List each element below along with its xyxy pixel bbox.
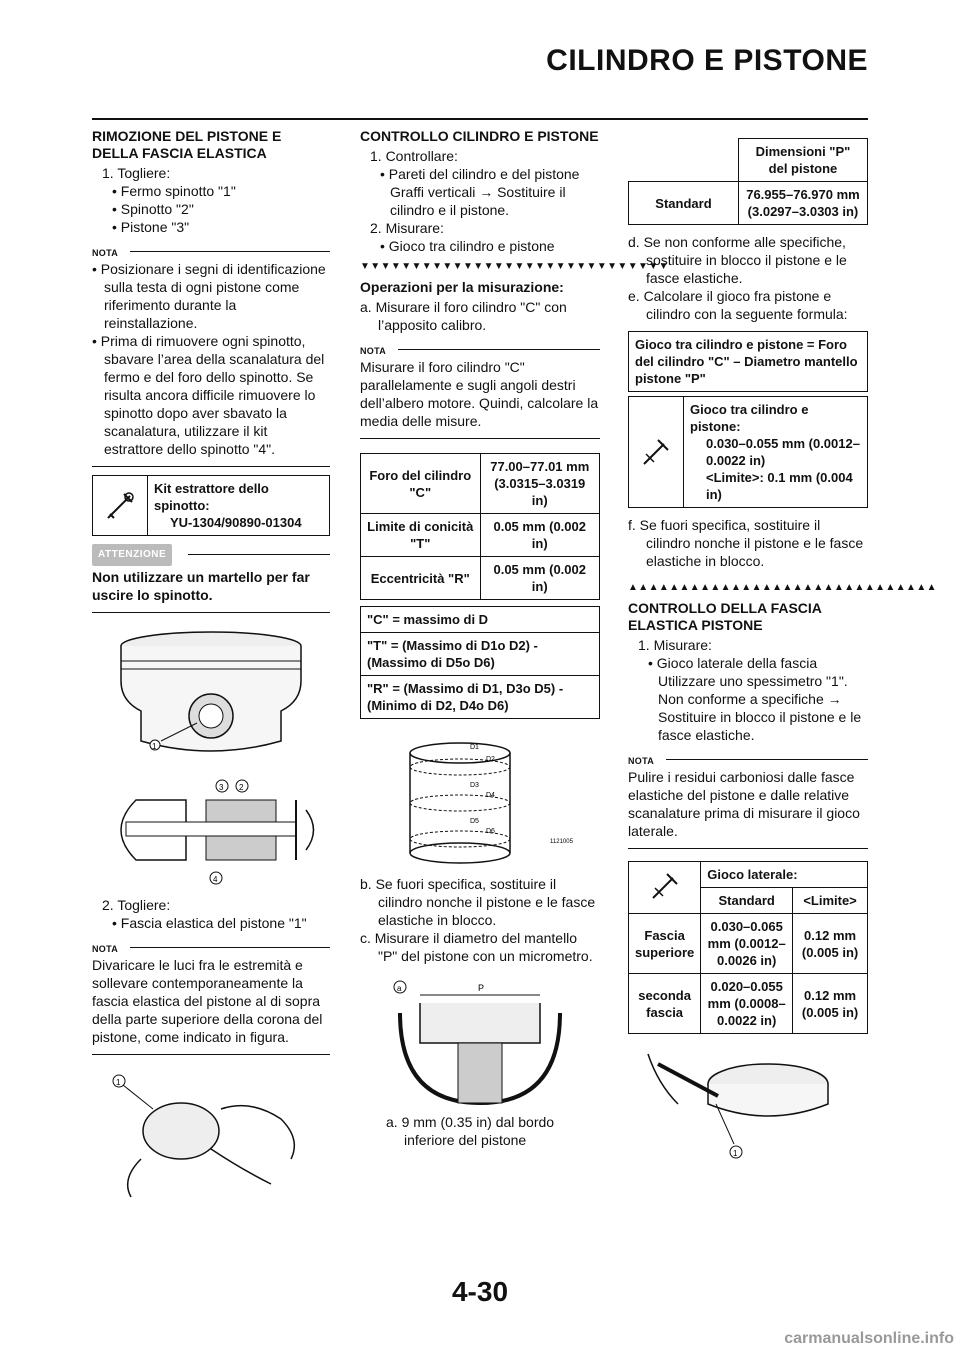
cylinder-spec-table (360, 453, 600, 600)
table-row: Eccentricità "R" 0.05 mm (0.002 in) (361, 557, 600, 600)
procedure-start-marker: ▼▼▼▼▼▼▼▼▼▼▼▼▼▼▼▼▼▼▼▼▼▼▼▼▼▼▼▼▼▼ (360, 261, 669, 272)
spec-limit: <Limite>: 0.1 mm (0.004 in) (706, 470, 853, 502)
svg-text:1: 1 (733, 1149, 738, 1158)
step: b. Se fuori specifica, sostituire il cilindro nonche il pistone e le fasce elastiche in blocco. (360, 876, 596, 928)
tool-name: Kit estrattore dello spinotto: (154, 481, 269, 513)
list-item: • Fermo spinotto "1" (112, 183, 236, 199)
step: 1. Controllare: (370, 148, 458, 164)
table-row: Foro del cilindro "C" 77.00–77.01 mm (3.0315–3.0319 in) (361, 454, 600, 514)
step: 1. Togliere: (102, 165, 171, 181)
svg-text:D2: D2 (486, 756, 495, 763)
spec-title: Gioco tra cilindro e pistone: (690, 402, 809, 434)
piston-ring-figure (101, 1069, 321, 1199)
piston-size-table (628, 138, 868, 225)
procedure-end-marker: ▲▲▲▲▲▲▲▲▲▲▲▲▲▲▲▲▲▲▲▲▲▲▲▲▲▲▲▲▲▲ (628, 582, 937, 593)
svg-text:D6: D6 (486, 828, 495, 835)
step: c. Misurare il diametro del mantello "P" del pistone con un micrometro. (360, 930, 593, 964)
list-item: • Pistone "3" (112, 219, 190, 235)
cylinder-bore-figure (370, 737, 590, 867)
list-item-detail: Utilizzare uno spessimetro "1". (658, 673, 848, 689)
step: d. Se non conforme alle specifiche, sostituire in blocco il pistone e le fasce elastiche. (628, 234, 847, 286)
table-row: Gioco tra cilindro e pistone = Foro del cilindro "C" – Diametro mantello pistone "P" (629, 332, 868, 392)
column-1 (92, 128, 330, 1199)
figure-note: a. 9 mm (0.35 in) dal bordo inferiore del pistone (386, 1114, 555, 1148)
wrench-icon (629, 862, 701, 914)
nota-label: NOTA (92, 246, 330, 258)
spec-range: 0.030–0.055 mm (0.0012–0.0022 in) (706, 436, 860, 468)
list-item-detail: Graffi verticali → Sostituire il cilindro e il pistone. (390, 184, 566, 218)
nota-text: Misurare il foro cilindro "C" parallelamente e sugli angoli destri dell’albero motore. Quindi, calcolare la media delle misure. (360, 359, 599, 429)
step: 2. Misurare: (370, 220, 444, 236)
nota-label: NOTA (628, 754, 868, 766)
piston-figure (101, 621, 321, 766)
svg-text:2: 2 (239, 783, 244, 792)
list-item: • Fascia elastica del pistone "1" (112, 915, 307, 931)
pin-puller-figure (96, 770, 326, 890)
side-clearance-table (628, 861, 868, 1034)
table-row: "C" = massimo di D (361, 607, 600, 633)
table-row: seconda fascia 0.020–0.055 mm (0.0008–0.0022 in) 0.12 mm (0.005 in) (629, 974, 868, 1034)
table-row: "R" = (Massimo di D1, D3o D5) - (Minimo di D2, D4o D6) (361, 676, 600, 719)
step: f. Se fuori specifica, sostituire il cilindro nonche il pistone e le fasce elastiche in blocco. (628, 517, 864, 569)
nota-label: NOTA (92, 942, 330, 954)
page-title: CILINDRO E PISTONE (546, 44, 868, 77)
list-item: • Posizionare i segni di identificazione sulla testa di ogni pistone come riferimento durante la reinstallazione. (92, 261, 326, 331)
header-rule (92, 118, 868, 120)
svg-text:D4: D4 (486, 792, 495, 799)
svg-text:D5: D5 (470, 818, 479, 825)
svg-text:1: 1 (152, 742, 157, 751)
list-item: • Prima di rimuovere ogni spinotto, sbavare l’area della scanalatura del fermo e del foro dello spinotto. Se risulta ancora difficile rimuovere lo spinotto dopo aver sbavato la scanalatura, utilizzare il kit estrattore dello spinotto "4". (92, 333, 325, 457)
procedure-heading: Operazioni per la misurazione: (360, 279, 564, 295)
table-row: Limite di conicità "T" 0.05 mm (0.002 in) (361, 514, 600, 557)
column-2 (360, 128, 669, 1149)
list-item: • Gioco tra cilindro e pistone (380, 238, 555, 254)
step: 2. Togliere: (102, 897, 171, 913)
wrench-icon (629, 397, 684, 507)
table-row: Dimensioni "P" del pistone (629, 139, 868, 182)
footer-watermark: carmanualsonline.info (784, 1330, 954, 1347)
list-item: • Gioco laterale della fascia (648, 655, 818, 671)
tool-code: YU-1304/90890-01304 (170, 515, 302, 530)
step: e. Calcolare il gioco fra pistone e cilindro con la seguente formula: (628, 288, 848, 322)
list-item: • Pareti del cilindro e del pistone (380, 166, 580, 182)
section-heading: RIMOZIONE DEL PISTONE E DELLA FASCIA ELASTICA (92, 128, 282, 161)
attenzione-label: ATTENZIONE (92, 544, 330, 564)
step: a. Misurare il foro cilindro "C" con l’apposito calibro. (360, 299, 567, 333)
table-row: "T" = (Massimo di D1o D2) - (Massimo di D5o D6) (361, 633, 600, 676)
clearance-formula-table (628, 331, 868, 392)
tool-icon (93, 476, 148, 535)
feeler-gauge-figure (638, 1044, 858, 1164)
spec-box (628, 396, 868, 508)
table-row: Gioco laterale: (629, 862, 868, 888)
svg-text:a: a (397, 984, 402, 993)
section-heading: CONTROLLO DELLA FASCIA ELASTICA PISTONE (628, 600, 822, 633)
section-heading: CONTROLLO CILINDRO E PISTONE (360, 128, 599, 144)
svg-text:1121005: 1121005 (550, 839, 573, 845)
table-row: Standard <Limite> (629, 888, 868, 914)
nota-text: Divaricare le luci fra le estremità e sollevare contemporaneamente la fascia elastica del pistone al di sopra della parte superiore della corona del pistone, come indicato in figura. (92, 957, 323, 1045)
svg-text:3: 3 (219, 783, 224, 792)
micrometer-figure (370, 973, 590, 1113)
svg-text:4: 4 (213, 875, 218, 884)
list-item: • Spinotto "2" (112, 201, 194, 217)
list-item-detail: Non conforme a specifiche → Sostituire in blocco il pistone e le fasce elastiche. (658, 691, 862, 743)
svg-text:P: P (478, 983, 485, 993)
column-3 (628, 138, 937, 1164)
svg-text:D1: D1 (470, 744, 479, 751)
page-number: 4-30 (451, 1276, 509, 1307)
attenzione-text: Non utilizzare un martello per far uscire lo spinotto. (92, 569, 310, 603)
nota-text: Pulire i residui carboniosi dalle fasce elastiche del pistone e dalle relative scanalature prima di misurare il gioco laterale. (628, 769, 860, 839)
step: 1. Misurare: (638, 637, 712, 653)
svg-text:D3: D3 (470, 782, 479, 789)
nota-label: NOTA (360, 344, 600, 356)
formula-table (360, 606, 600, 719)
special-tool-box (92, 475, 330, 536)
table-row: Standard 76.955–76.970 mm (3.0297–3.0303 in) (629, 182, 868, 225)
svg-text:1: 1 (116, 1078, 121, 1087)
table-row: Fascia superiore 0.030–0.065 mm (0.0012–0.0026 in) 0.12 mm (0.005 in) (629, 914, 868, 974)
